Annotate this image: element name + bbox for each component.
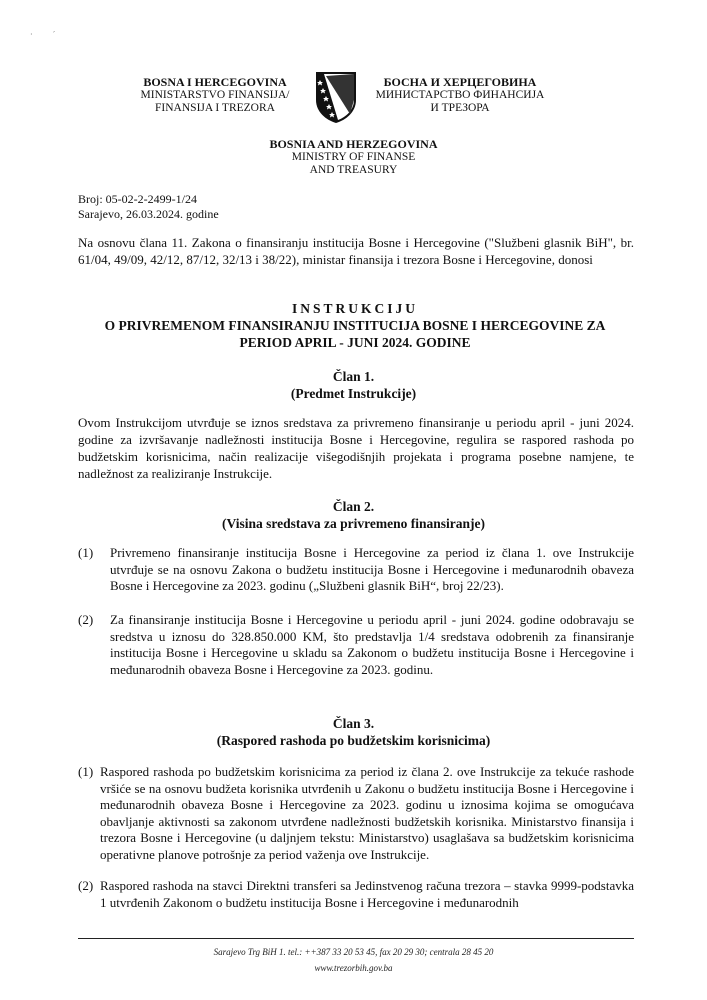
footer-divider <box>78 938 634 939</box>
letterhead-left-title: BOSNA I HERCEGOVINA <box>143 75 287 89</box>
article2-subheading: (Visina sredstava za privremeno finansiranje) <box>222 516 485 531</box>
letterhead-latin <box>125 76 305 115</box>
article3-item-1 <box>78 764 634 863</box>
footer-website: www.trezorbih.gov.ba <box>314 963 393 973</box>
letterhead-english <box>0 138 707 177</box>
coat-of-arms-icon <box>314 70 358 124</box>
article2-heading: Član 2. <box>332 499 375 514</box>
reference-place-date: Sarajevo, 26.03.2024. godine <box>78 207 219 221</box>
item-number: (2) <box>78 612 94 627</box>
letterhead-cyrillic <box>360 76 560 115</box>
footer-address: Sarajevo Trg BiH 1. tel.: ++387 33 20 53 45, fax 20 29 30; centrala 28 45 20 <box>213 947 494 957</box>
article1-heading: Član 1. <box>332 369 375 384</box>
reference-block <box>78 192 219 222</box>
item-number: (2) <box>78 878 94 893</box>
article3-heading: Član 3. <box>332 716 375 731</box>
letterhead-center-title: BOSNIA AND HERZEGOVINA <box>269 137 438 151</box>
letterhead-center-line1: MINISTRY OF FINANSE <box>291 151 416 163</box>
item-number: (1) <box>78 764 94 779</box>
letterhead-right-line1: МИНИСТАРСТВО ФИНАНСИЈА <box>375 89 545 101</box>
article2-item-1 <box>78 545 634 595</box>
title-line3: PERIOD APRIL - JUNI 2024. GODINE <box>239 335 471 350</box>
item-number: (1) <box>78 545 94 560</box>
letterhead-left-line1: MINISTARSTVO FINANSIJA/ <box>140 89 290 101</box>
preamble: Na osnovu člana 11. Zakona o finansiranju institucija Bosne i Hercegovine ("Službeni glasnik BiH", br. 61/04, 49/09, 42/12, 87/12, 32/13 i 38/22), ministar finansija i trezora Bosne i Hercegovine, donosi <box>78 235 634 267</box>
item-text: Raspored rashoda na stavci Direktni transferi sa Jedinstvenog računa trezora – stavka 9999-podstavka 1 utvrđenih Zakonom o budžetu institucija Bosne i Hercegovine i međunarodnih <box>100 878 634 910</box>
article2-item-2 <box>78 612 634 678</box>
article3-item-2 <box>78 878 634 911</box>
article1-subheading: (Predmet Instrukcije) <box>290 386 417 401</box>
item-text: Privremeno finansiranje institucija Bosne i Hercegovine za period iz člana 1. ove Instrukcije utvrđuje se na osnovu Zakona o budžetu institucija Bosne i Hercegovine i međunarodnih obaveza Bosne i Hercegovine za 2023. godinu („Službeni glasnik BiH“, broj 22/23). <box>110 545 634 593</box>
letterhead-right-title: БОСНА И ХЕРЦЕГОВИНА <box>383 75 537 89</box>
article1-text: Ovom Instrukcijom utvrđuje se iznos sredstava za privremeno finansiranje u periodu april - juni 2024. godine za izvršavanje nadležnosti institucija Bosne i Hercegovine, regulira se raspored rashoda po budžetskim korisnicima, način realizacije višegodišnjih projekata i programa posebne namjene, te nadležnost za realiziranje Instrukcije. <box>78 415 634 481</box>
letterhead-center-line2: AND TREASURY <box>309 164 398 176</box>
reference-number: Broj: 05-02-2-2499-1/24 <box>78 192 197 206</box>
letterhead-left-line2: FINANSIJA I TREZORA <box>155 102 275 114</box>
item-text: Za finansiranje institucija Bosne i Hercegovine u periodu april - juni 2024. godine odobravaju se sredstva u iznosu do 328.850.000 KM, što predstavlja 1/4 sredstava odobrenih za finansiranje institucija Bosne i Hercegovine u skladu sa Zakonom o budžetu institucija Bosne i Hercegovine i međunarodnih obaveza Bosne i Hercegovine za 2023. godinu. <box>110 612 634 677</box>
letterhead-right-line2: И ТРЕЗОРА <box>430 102 490 114</box>
scan-speck: · ˊ <box>30 30 56 39</box>
letterhead <box>0 76 707 136</box>
title-line1: INSTRUKCIJU <box>291 301 419 316</box>
title-line2: O PRIVREMENOM FINANSIRANJU INSTITUCIJA BOSNE I HERCEGOVINE ZA <box>104 318 606 333</box>
article3-subheading: (Raspored rashoda po budžetskim korisnicima) <box>216 733 491 748</box>
document-title <box>70 300 640 351</box>
item-text: Raspored rashoda po budžetskim korisnicima za period iz člana 2. ove Instrukcije za tekuće rashode vršiće se na osnovu budžeta korisnika utvrđenih u Zakonu o budžetu institucija Bosne i Hercegovine i međunarodnih obaveza Bosne i Hercegovine za 2023. godinu u iznosima kojima se omogućava obavljanje aktivnosti sa zakonom utvrđene nadležnosti budžetskih korisnika. Ministarstvo finansija i trezora Bosne i Hercegovine (u daljnjem tekstu: Ministarstvo) usaglašava sa budžetskim korisnicima operativne planove potrošnje za period važenja ove Instrukcije. <box>100 764 634 862</box>
